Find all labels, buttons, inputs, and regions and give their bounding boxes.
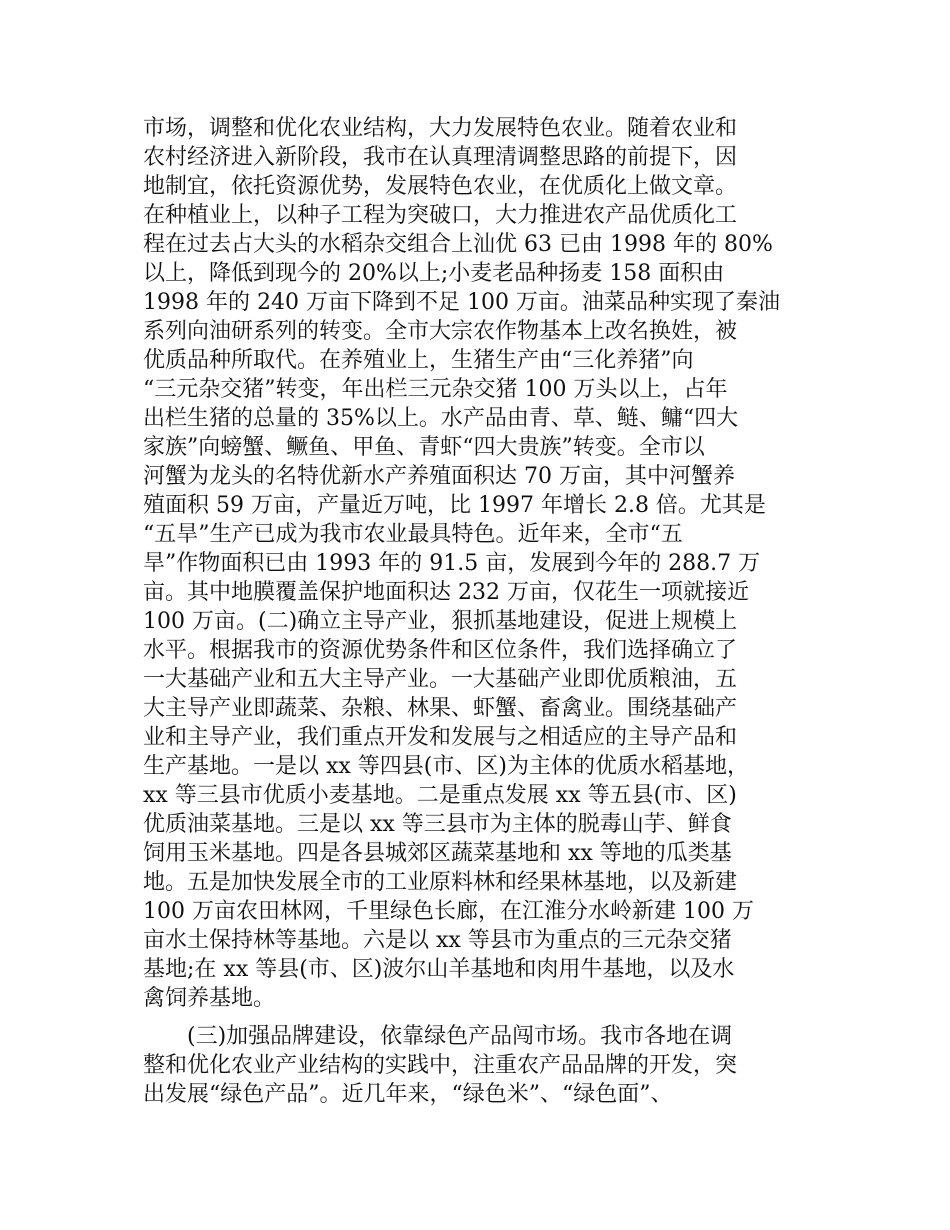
body-paragraph (143, 1022, 823, 1109)
text-line: “三元杂交猪”转变，年出栏三元杂交猪 100 万头以上，占年 (143, 377, 728, 402)
text-line: 一大基础产业和五大主导产业。一大基础产业即优质粮油，五 (143, 667, 738, 692)
text-line: 100 万亩。(二)确立主导产业，狠抓基地建设，促进上规模上 (143, 609, 738, 634)
text-line: 旱”作物面积已由 1993 年的 91.5 亩，发展到今年的 288.7 万 (143, 551, 761, 576)
text-line: 整和优化农业产业结构的实践中，注重农产品品牌的开发，突 (143, 1053, 738, 1078)
text-line: 100 万亩农田林网，千里绿色长廊，在江淮分水岭新建 100 万 (143, 899, 754, 924)
text-line: 亩水土保持林等基地。六是以 xx 等县市为重点的三元杂交猪 (143, 928, 732, 953)
text-line: 农村经济进入新阶段，我市在认真理清调整思路的前提下，因 (143, 145, 738, 170)
text-line: 殖面积 59 万亩，产量近万吨，比 1997 年增长 2.8 倍。尤其是 (143, 493, 766, 518)
text-line: 以上，降低到现今的 20%以上;小麦老品种扬麦 158 面积由 (143, 261, 725, 286)
text-line: (三)加强品牌建设，依靠绿色产品闯市场。我市各地在调 (187, 1024, 733, 1049)
text-line: 在种植业上，以种子工程为突破口，大力推进农产品优质化工 (143, 203, 738, 228)
text-line: 系列向油研系列的转变。全市大宗农作物基本上改名换姓，被 (143, 319, 738, 344)
text-line: 禽饲养基地。 (143, 986, 276, 1011)
text-line: 亩。其中地膜覆盖保护地面积达 232 万亩，仅花生一项就接近 (143, 580, 749, 605)
text-line: 出栏生猪的总量的 35%以上。水产品由青、草、鲢、鳙“四大 (143, 406, 739, 431)
text-line: 1998 年的 240 万亩下降到不足 100 万亩。油菜品种实现了秦油 (143, 290, 780, 315)
text-line: 市场，调整和优化农业结构，大力发展特色农业。随着农业和 (143, 116, 738, 141)
text-line: xx 等三县市优质小麦基地。二是重点发展 xx 等五县(市、区) (143, 783, 737, 808)
text-line: “五旱”生产已成为我市农业最具特色。近年来，全市“五 (143, 522, 683, 547)
text-line: 河蟹为龙头的名特优新水产养殖面积达 70 万亩，其中河蟹养 (143, 464, 735, 489)
text-line: 业和主导产业，我们重点开发和发展与之相适应的主导产品和 (143, 725, 738, 750)
text-line: 生产基地。一是以 xx 等四县(市、区)为主体的优质水稻基地， (143, 754, 749, 779)
text-line: 地制宜，依托资源优势，发展特色农业，在优质化上做文章。 (143, 174, 738, 199)
text-line: 程在过去占大头的水稻杂交组合上汕优 63 已由 1998 年的 80% (143, 232, 773, 257)
text-line: 家族”向螃蟹、鳜鱼、甲鱼、青虾“四大贵族”转变。全市以 (143, 435, 705, 460)
text-line: 地。五是加快发展全市的工业原料林和经果林基地，以及新建 (143, 870, 738, 895)
body-paragraph (143, 114, 823, 1013)
text-line: 优质品种所取代。在养殖业上，生猪生产由“三化养猪”向 (143, 348, 694, 373)
text-line: 大主导产业即蔬菜、杂粮、林果、虾蟹、畜禽业。围绕基础产 (143, 696, 738, 721)
text-line: 水平。根据我市的资源优势条件和区位条件，我们选择确立了 (143, 638, 738, 663)
text-line: 饲用玉米基地。四是各县城郊区蔬菜基地和 xx 等地的瓜类基 (143, 841, 732, 866)
text-line: 优质油菜基地。三是以 xx 等三县市为主体的脱毒山芋、鲜食 (143, 812, 732, 837)
text-line: 基地;在 xx 等县(市、区)波尔山羊基地和肉用牛基地，以及水 (143, 957, 735, 982)
text-line: 出发展“绿色产品”。近几年来，“绿色米”、“绿色面”、 (143, 1082, 673, 1107)
